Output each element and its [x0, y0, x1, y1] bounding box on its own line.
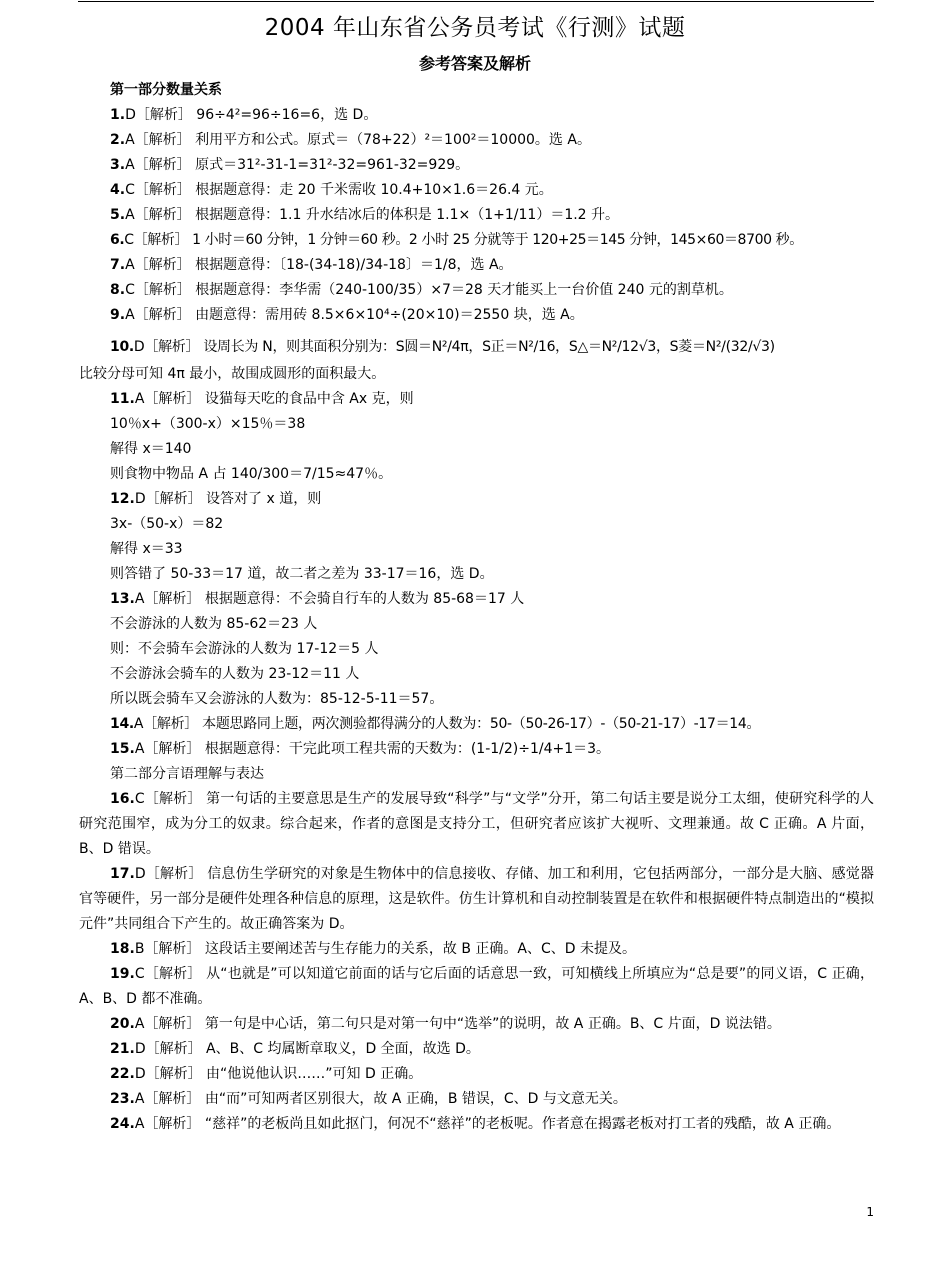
item-text: C［解析］ 根据题意得：走 20 千米需收 10.4+10×1.6＝26.4 元。	[125, 182, 553, 198]
answer-item	[79, 487, 874, 512]
item-number: 15.	[110, 741, 135, 757]
item-number: 2.	[110, 132, 126, 148]
item-number: 3.	[110, 157, 126, 173]
answer-continuation: 比较分母可知 4π 最小，故围成圆形的面积最大。	[79, 366, 386, 382]
top-rule	[78, 1, 874, 2]
answer-item	[79, 153, 874, 178]
answer-item	[79, 228, 874, 253]
answer-item	[79, 862, 874, 937]
item-number: 22.	[110, 1066, 135, 1082]
section-heading-quantity: 第一部分数量关系	[110, 82, 222, 98]
item-number: 24.	[110, 1116, 135, 1132]
answer-item	[79, 737, 874, 762]
answer-item	[79, 1112, 874, 1137]
item-text: A［解析］ 根据题意得：1.1 升水结冰后的体积是 1.1×（1+1/11）＝1.2 升。	[125, 207, 620, 223]
item-text: A［解析］ 由“而”可知两者区别很大，故 A 正确，B 错误，C、D 与文意无关。	[134, 1091, 627, 1107]
item-number: 4.	[110, 182, 126, 198]
page-subtitle: 参考答案及解析	[418, 54, 531, 73]
answer-item	[79, 937, 874, 962]
item-text: D［解析］ A、B、C 均属断章取义，D 全面，故选 D。	[134, 1041, 480, 1057]
item-text: D［解析］ 由“他说他认识……”可知 D 正确。	[134, 1066, 423, 1082]
answer-item	[79, 1087, 874, 1112]
page-title: 2004 年山东省公务员考试《行测》试题	[264, 15, 686, 41]
item-text: A［解析］ 设猫每天吃的食品中含 Ax 克，则	[134, 391, 414, 407]
answer-item	[79, 787, 874, 862]
item-number: 6.	[110, 232, 125, 248]
answer-item	[79, 712, 874, 737]
item-text: A［解析］ 根据题意得：不会骑自行车的人数为 85-68＝17 人	[134, 591, 525, 607]
item-number: 16.	[110, 791, 135, 807]
answer-item	[79, 587, 874, 612]
item-text: C［解析］ 根据题意得：李华需（240-100/35）×7＝28 天才能买上一台价值 240 元的割草机。	[125, 282, 733, 298]
answer-detail-line: 不会游泳会骑车的人数为 23-12＝11 人	[110, 666, 360, 682]
answer-detail-line: 所以既会骑车又会游泳的人数为：85-12-5-11＝57。	[110, 691, 444, 707]
item-text: A［解析］ “慈祥”的老板尚且如此抠门，何况不“慈祥”的老板呢。作者意在揭露老板对打工者的残酷，故 A 正确。	[134, 1116, 841, 1132]
item-text: D［解析］ 信息仿生学研究的对象是生物体中的信息接收、存储、加工和利用，它包括两部分，一部分是大脑、感觉器官等硬件，另一部分是硬件处理各种信息的原理，这是软件。仿生计算机和自动控制装置是在软件和根据硬件特点制造出的“模拟元件”共同组合下产生的。故正确答案为 D。	[79, 866, 874, 932]
answer-detail-line: 则：不会骑车会游泳的人数为 17-12＝5 人	[110, 641, 379, 657]
item-number: 11.	[110, 391, 135, 407]
item-text: A［解析］ 由题意得：需用砖 8.5×6×10⁴÷(20×10)＝2550 块，选 A。	[125, 307, 584, 323]
answer-item	[79, 253, 874, 278]
item-number: 18.	[110, 941, 135, 957]
answer-item	[79, 303, 874, 328]
item-number: 21.	[110, 1041, 135, 1057]
answer-item	[79, 178, 874, 203]
page-number: 1	[866, 1205, 874, 1219]
item-number: 12.	[110, 491, 135, 507]
answer-item	[79, 278, 874, 303]
item-text: C［解析］ 1 小时＝60 分钟，1 分钟＝60 秒。2 小时 25 分就等于 120+25＝145 分钟，145×60＝8700 秒。	[124, 232, 803, 248]
item-number: 19.	[110, 966, 135, 982]
item-text: D［解析］ 设答对了 x 道，则	[134, 491, 322, 507]
item-number: 8.	[110, 282, 126, 298]
answer-item	[79, 387, 874, 412]
answer-detail-line: 解得 x＝33	[110, 541, 183, 557]
item-number: 7.	[110, 257, 126, 273]
item-text: D［解析］ 96÷4²=96÷16=6，选 D。	[125, 107, 378, 123]
answer-detail-line: 10％x+（300-x）×15％＝38	[110, 416, 306, 432]
item-text: A［解析］ 根据题意得：干完此项工程共需的天数为：(1-1/2)÷1/4+1＝3。	[134, 741, 611, 757]
answer-content	[79, 78, 874, 1137]
item-text: D［解析］ 设周长为 N，则其面积分别为：S圆＝N²/4π，S正＝N²/16，S△＝N²/12√3，S菱＝N²/(32/√3)	[133, 339, 775, 355]
section-heading-language: 第二部分言语理解与表达	[110, 766, 264, 782]
answer-detail-line: 不会游泳的人数为 85-62＝23 人	[110, 616, 318, 632]
item-number: 10.	[110, 339, 134, 355]
item-text: A［解析］ 根据题意得：〔18-(34-18)/34-18〕＝1/8，选 A。	[125, 257, 513, 273]
answer-item	[79, 128, 874, 153]
item-number: 14.	[110, 716, 134, 732]
item-number: 1.	[110, 107, 126, 123]
answer-item	[79, 103, 874, 128]
item-number: 23.	[110, 1091, 135, 1107]
answer-item	[79, 203, 874, 228]
answer-detail-line: 解得 x＝140	[110, 441, 192, 457]
item-text: A［解析］ 原式＝31²-31-1=31²-32=961-32=929。	[125, 157, 470, 173]
item-number: 17.	[110, 866, 135, 882]
item-text: A［解析］ 利用平方和公式。原式＝（78+22）²＝100²＝10000。选 A。	[125, 132, 591, 148]
answer-detail-line: 则食物中物品 A 占 140/300＝7/15≈47％。	[110, 466, 393, 482]
answer-detail-line: 则答错了 50-33＝17 道，故二者之差为 33-17＝16，选 D。	[110, 566, 494, 582]
item-text: C［解析］ 第一句话的主要意思是生产的发展导致“科学”与“文学”分开，第二句话主要是说分工太细，使研究科学的人研究范围窄，成为分工的奴隶。综合起来，作者的意图是支持分工，但研究者应该扩大视听、文理兼通。故 C 正确。A 片面，B、D 错误。	[79, 791, 874, 857]
item-text: A［解析］ 本题思路同上题，两次测验都得满分的人数为：50-（50-26-17）-（50-21-17）-17＝14。	[133, 716, 761, 732]
answer-item	[79, 1012, 874, 1037]
item-number: 20.	[110, 1016, 135, 1032]
answer-item	[79, 1037, 874, 1062]
item-number: 9.	[110, 307, 126, 323]
item-number: 13.	[110, 591, 135, 607]
item-number: 5.	[110, 207, 126, 223]
answer-item	[79, 1062, 874, 1087]
item-text: A［解析］ 第一句是中心话，第二句只是对第一句中“选举”的说明，故 A 正确。B、C 片面，D 说法错。	[134, 1016, 781, 1032]
answer-item	[79, 330, 874, 362]
item-text: B［解析］ 这段话主要阐述苦与生存能力的关系，故 B 正确。A、C、D 未提及。	[134, 941, 636, 957]
answer-item	[79, 962, 874, 1012]
answer-detail-line: 3x-（50-x）＝82	[110, 516, 224, 532]
item-text: C［解析］ 从“也就是”可以知道它前面的话与它后面的话意思一致，可知横线上所填应为“总是要”的同义语，C 正确，A、B、D 都不准确。	[79, 966, 874, 1007]
